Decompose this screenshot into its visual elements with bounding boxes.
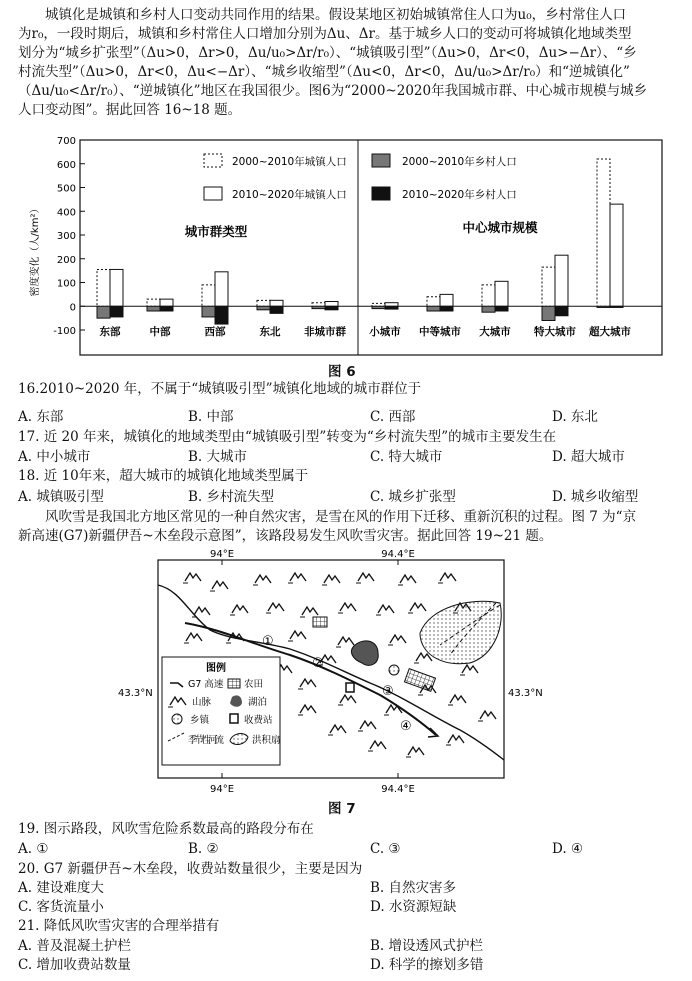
lon-label-top-left: 94°E: [209, 549, 235, 560]
q20-option-c[interactable]: C. 客货流量小: [18, 899, 104, 915]
bar: [555, 306, 568, 316]
x-tick-label: 中部: [149, 326, 171, 338]
bar: [597, 306, 610, 307]
q20-option-b[interactable]: B. 自然灾害多: [370, 880, 457, 896]
q21-option-a[interactable]: A. 普及混凝土护栏: [18, 938, 131, 954]
x-tick-label: 特大城市: [534, 326, 576, 338]
lat-label-right: 43.3°N: [508, 688, 543, 699]
bar: [147, 306, 160, 311]
y-tick-label: 0: [69, 302, 76, 314]
q17-option-b[interactable]: B. 大城市: [188, 449, 248, 465]
chart-legend: [204, 154, 517, 201]
segment-marker-2: ②: [312, 656, 324, 671]
bar: [482, 285, 495, 306]
x-tick-label: 大城市: [479, 326, 511, 338]
x-tick-label: 东北: [259, 326, 281, 338]
legend-town: 乡镇: [190, 715, 210, 726]
x-tick-label: 西部: [204, 326, 226, 338]
q20-stem: 20. G7 新疆伊吾~木垒段，收费站数量很少，主要是因为: [18, 861, 363, 877]
q16-stem: 16.2010~2020 年，不属于“城镇吸引型”城镇化地域的城市群位于: [18, 381, 422, 397]
lon-label-bottom-right: 94.4°E: [381, 784, 415, 795]
y-tick-label: 100: [56, 278, 76, 290]
bar: [312, 306, 325, 308]
q21-options-row1: [18, 937, 678, 956]
q18-options: [18, 488, 678, 507]
bar: [270, 306, 283, 313]
bar: [110, 306, 123, 317]
bar: [257, 306, 270, 310]
q20-options-row2: [18, 898, 678, 917]
segment-marker-4: ④: [400, 719, 412, 734]
legend-swatch-rural-2010: [372, 187, 390, 200]
q20-option-d[interactable]: D. 水资源短缺: [370, 899, 457, 915]
legend-toll: 收费站: [244, 715, 273, 726]
bar: [610, 306, 623, 307]
bar: [440, 294, 453, 306]
lon-label-bottom-left: 94°E: [209, 784, 235, 795]
q19-option-d[interactable]: D. ④: [552, 841, 584, 857]
legend-title: 图例: [206, 663, 226, 674]
map-legend: [162, 657, 281, 765]
legend-farmland: 农田: [244, 679, 264, 690]
bar-series: [97, 159, 623, 324]
bar: [385, 306, 398, 309]
intro-line-6: 人口变动图”。据此回答 16~18 题。: [18, 102, 242, 118]
bar: [160, 306, 173, 311]
y-tick-label: -100: [53, 326, 76, 337]
y-tick-label: 600: [56, 159, 76, 171]
bar: [427, 297, 440, 307]
town-icon: [389, 665, 399, 675]
q19-option-b[interactable]: B. ②: [188, 841, 219, 857]
bar: [160, 299, 173, 306]
q19-stem: 19. 图示路段，风吹雪危险系数最高的路段分布在: [18, 821, 314, 837]
bar: [312, 303, 325, 307]
q19-option-c[interactable]: C. ③: [370, 841, 401, 857]
q19-options: [18, 840, 678, 859]
bar: [97, 306, 110, 318]
intro2-line-1: 风吹雪是我国北方地区常见的一种自然灾害，是雪在风的作用下迁移、重新沉积的过程。图 7 为“京: [45, 509, 637, 525]
q17-option-a[interactable]: A. 中小城市: [18, 449, 91, 465]
q21-stem: 21. 降低风吹雪灾害的合理举措有: [18, 918, 220, 934]
x-tick-label: 中等城市: [419, 326, 461, 338]
x-axis-labels: [100, 325, 632, 338]
y-tick-label: 700: [56, 136, 76, 147]
legend-swatch-urban-2000: [204, 154, 222, 167]
group-title-city-cluster: 城市群类型: [184, 224, 248, 239]
segment-marker-3: ③: [382, 684, 394, 699]
q19-option-a[interactable]: A. ①: [18, 841, 49, 857]
q20-option-a[interactable]: A. 建设难度大: [18, 880, 104, 896]
q17-option-d[interactable]: D. 超大城市: [552, 449, 625, 465]
bar: [325, 302, 338, 307]
bar: [440, 306, 453, 311]
q16-options: [18, 408, 678, 427]
legend-label-urban-2000: 2000~2010年城镇人口: [232, 156, 347, 168]
bar: [542, 306, 555, 320]
q17-options: [18, 448, 678, 467]
bar: [555, 255, 568, 306]
intro-line-1: 城镇化是城镇和乡村人口变动共同作用的结果。假设某地区初始城镇常住人口为u₀，乡村常住人口: [45, 7, 627, 23]
bar: [495, 306, 508, 311]
legend-swatch-rural-2000: [372, 154, 390, 167]
bar: [202, 285, 215, 306]
lon-label-top-right: 94.4°E: [381, 549, 415, 560]
legend-lake: 湖泊: [248, 697, 268, 708]
legend-town-icon: [172, 714, 182, 724]
q21-options-row2: [18, 956, 678, 975]
bar: [147, 299, 160, 306]
q21-option-b[interactable]: B. 增设透风式护栏: [370, 938, 484, 954]
bar: [427, 306, 440, 311]
bar: [215, 306, 228, 324]
q18-option-a[interactable]: A. 城镇吸引型: [18, 489, 104, 505]
legend-river: 季节性河流: [188, 735, 224, 746]
bar: [202, 306, 215, 317]
legend-farmland-icon: [228, 679, 240, 688]
figure-6-caption: 图 6: [328, 364, 356, 380]
bar: [97, 269, 110, 306]
bar: [597, 159, 610, 306]
legend-label-rural-2000: 2000~2010年乡村人口: [402, 156, 517, 168]
q17-stem: 17. 近 20 年来，城镇化的地域类型由“城镇吸引型”转变为“乡村流失型”的城市主要发生在: [18, 429, 557, 445]
legend-mountain: 山脉: [192, 697, 212, 708]
q18-stem: 18. 近 10年来，超大城市的城镇化地域类型属于: [18, 468, 309, 484]
bar: [495, 281, 508, 306]
y-tick-label: 200: [56, 254, 76, 266]
bar: [482, 306, 495, 312]
bar: [325, 306, 338, 310]
segment-marker-1: ①: [262, 634, 274, 649]
intro-line-4: 村流失型”（Δu>0，Δr<0，Δu<−Δr）、“城乡收缩型”（Δu<0，Δr<0，Δu/u₀>Δr/r₀）和“逆城镇化”: [18, 64, 630, 80]
toll-station-icon: [346, 683, 354, 692]
legend-label-rural-2010: 2010~2020年乡村人口: [402, 189, 517, 201]
q16-option-c[interactable]: C. 西部: [370, 409, 416, 425]
intro-line-2: 为r₀，一段时期后，城镇和乡村常住人口增加分别为Δu、Δr。基于城乡人口的变动可将城镇化地域类型: [18, 26, 632, 42]
q16-option-d[interactable]: D. 东北: [552, 409, 598, 425]
q17-option-c[interactable]: C. 特大城市: [370, 449, 443, 465]
bar: [257, 300, 270, 306]
group-title-center-city: 中心城市规模: [462, 220, 538, 235]
q20-options-row1: [18, 879, 678, 898]
figure-6-chart: [0, 130, 692, 360]
bar: [385, 303, 398, 307]
intro2-line-2: 新高速(G7)新疆伊吾~木垒段示意图”，该路段易发生风吹雪灾害。据此回答 19~21 题。: [18, 528, 553, 544]
bar: [542, 267, 555, 306]
y-axis-label: 密度变化（人/km²）: [30, 203, 41, 297]
legend-toll-icon: [230, 714, 238, 723]
legend-label-urban-2010: 2010~2020年城镇人口: [232, 189, 347, 201]
bar: [110, 269, 123, 306]
farmland: [313, 617, 327, 627]
bar: [610, 204, 623, 306]
q16-option-b[interactable]: B. 中部: [188, 409, 234, 425]
bar: [372, 306, 385, 308]
y-tick-label: 400: [56, 207, 76, 219]
x-tick-label: 非城市群: [304, 326, 346, 338]
legend-g7: G7 高速: [188, 679, 224, 690]
q16-option-a[interactable]: A. 东部: [18, 409, 64, 425]
figure-7-caption: 图 7: [328, 801, 356, 817]
q21-option-c[interactable]: C. 增加收费站数量: [18, 957, 131, 973]
q18-option-d[interactable]: D. 城乡收缩型: [552, 489, 639, 505]
q18-option-b[interactable]: B. 乡村流失型: [188, 489, 275, 505]
q18-option-c[interactable]: C. 城乡扩张型: [370, 489, 456, 505]
x-tick-label: 小城市: [369, 326, 401, 338]
figure-7-map: [0, 545, 692, 795]
legend-swatch-urban-2010: [204, 187, 222, 200]
x-tick-label: 东部: [99, 326, 121, 338]
lat-label-left: 43.3°N: [118, 688, 153, 699]
legend-fan: 洪积扇: [252, 735, 281, 746]
bar: [270, 300, 283, 306]
y-tick-label: 300: [56, 231, 76, 242]
intro-line-3: 划分为“城乡扩张型”（Δu>0，Δr>0，Δu/u₀>Δr/r₀）、“城镇吸引型”（Δu>0，Δr<0，Δu>−Δr）、“乡: [18, 45, 637, 61]
intro-line-5: （Δu/u₀<Δr/r₀）、“逆城镇化”地区在我国很少。图6为“2000~2020年我国城市群、中心城市规模与城乡: [18, 83, 648, 99]
y-tick-label: 500: [56, 183, 76, 195]
chart-frame: [80, 140, 662, 355]
x-tick-label: 超大城市: [589, 326, 631, 338]
q21-option-d[interactable]: D. 科学的擦划多错: [370, 957, 484, 973]
bar: [215, 272, 228, 306]
